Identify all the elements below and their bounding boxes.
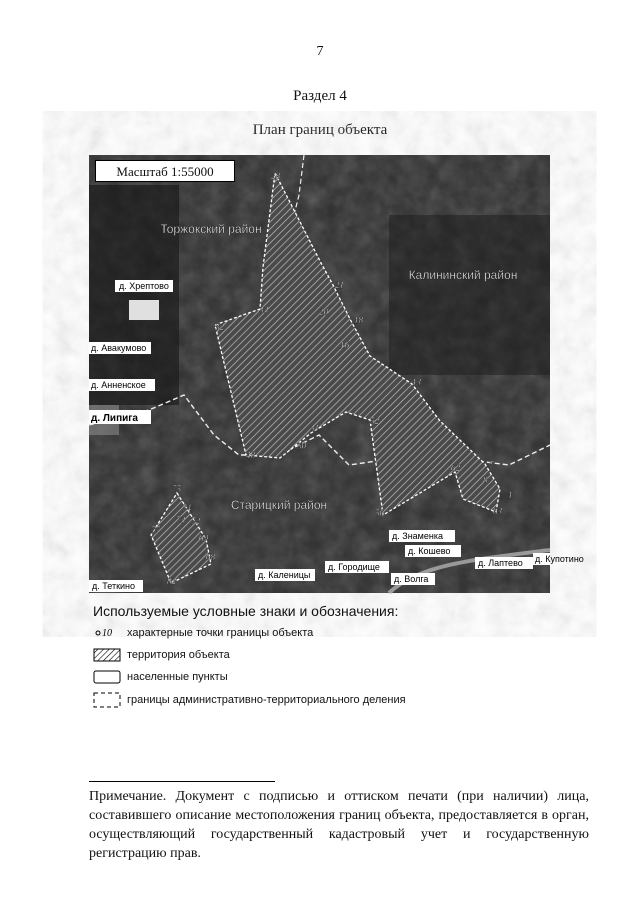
dashed-boundary-icon	[93, 693, 121, 707]
dark-forest-left	[89, 185, 179, 405]
footnote-rule	[89, 781, 275, 782]
hatch-swatch-icon	[93, 648, 121, 662]
legend-label: характерные точки границы объекта	[127, 627, 314, 639]
settlement-box-icon	[93, 670, 121, 684]
settlement-label: д. Липига	[91, 413, 138, 424]
point-label: 82	[167, 576, 176, 586]
point-label: 28	[271, 171, 280, 181]
point-label: 7	[489, 460, 494, 470]
point-label: 77	[151, 525, 160, 535]
point-label: 68	[206, 552, 215, 562]
section-title: Раздел 4	[293, 88, 347, 104]
point-label: 52	[370, 416, 379, 426]
point-label: 33	[259, 305, 268, 315]
settlement-label: д. Лаптево	[478, 558, 523, 568]
legend-label: населенные пункты	[127, 671, 228, 683]
page-number: 7	[316, 44, 324, 59]
point-label: 20	[319, 307, 328, 317]
district-label-kalinin: Калининский район	[408, 268, 518, 282]
dark-forest-right	[389, 215, 550, 375]
point-label: 1	[508, 490, 513, 500]
light-field	[129, 300, 159, 320]
settlement-label: д. Кошево	[408, 546, 451, 556]
point-label: 13	[412, 377, 421, 387]
point-marker-icon	[93, 626, 121, 640]
footnote-note: Примечание. Документ с подписью и оттиском печати (при наличии) лица, составившего описание местоположения границ объекта, предоставляется в орган, осуществляющий государственный кадастровый учет и государственную регистрацию прав.	[89, 789, 589, 861]
point-label: 62	[451, 463, 460, 473]
point-sample: 10	[102, 628, 112, 639]
point-label: 8	[483, 475, 488, 485]
settlement-label: д. Волга	[394, 574, 429, 584]
point-label: 72	[191, 516, 200, 526]
settlement-label: д. Теткино	[92, 581, 136, 591]
point-label: 48	[246, 450, 255, 460]
settlement-label: д. Купотино	[535, 554, 584, 564]
plan-title: План границ объекта	[252, 122, 388, 138]
point-label: 74	[182, 503, 191, 513]
legend-label: границы административно-территориального деления	[127, 694, 406, 706]
point-label: 31	[310, 423, 319, 433]
settlement-label: д. Знаменка	[392, 531, 443, 541]
settlement-label: д. Анненское	[91, 380, 146, 390]
point-label: 50	[297, 441, 306, 451]
scale-label: Масштаб 1:55000	[95, 160, 235, 182]
legend-row-territory	[93, 648, 230, 662]
point-label: 73	[176, 515, 185, 525]
point-label: 16	[340, 340, 349, 350]
point-label: 75	[172, 484, 181, 494]
legend-row-settlements	[93, 670, 228, 684]
legend-heading: Используемые условные знаки и обозначения:	[93, 603, 399, 619]
boundary-map	[89, 155, 584, 593]
legend-row-admin-boundary	[93, 693, 406, 707]
point-label: 56	[375, 508, 384, 518]
settlement-label: д. Городище	[328, 562, 380, 572]
settlement-label: д. Авакумово	[91, 343, 147, 353]
point-label: 18	[354, 315, 363, 325]
settlement-label: д. Хрептово	[119, 281, 169, 291]
legend-label: территория объекта	[127, 649, 230, 661]
point-label: 21	[335, 280, 344, 290]
point-label: 63	[493, 506, 502, 516]
point-label: 69	[199, 533, 208, 543]
district-label-torzhok: Торжокский район	[160, 222, 262, 236]
legend-row-points	[93, 626, 313, 640]
settlement-label: д. Каленицы	[258, 570, 311, 580]
district-label-staritsa: Старицкий район	[230, 498, 328, 512]
point-label: 32	[215, 322, 224, 332]
